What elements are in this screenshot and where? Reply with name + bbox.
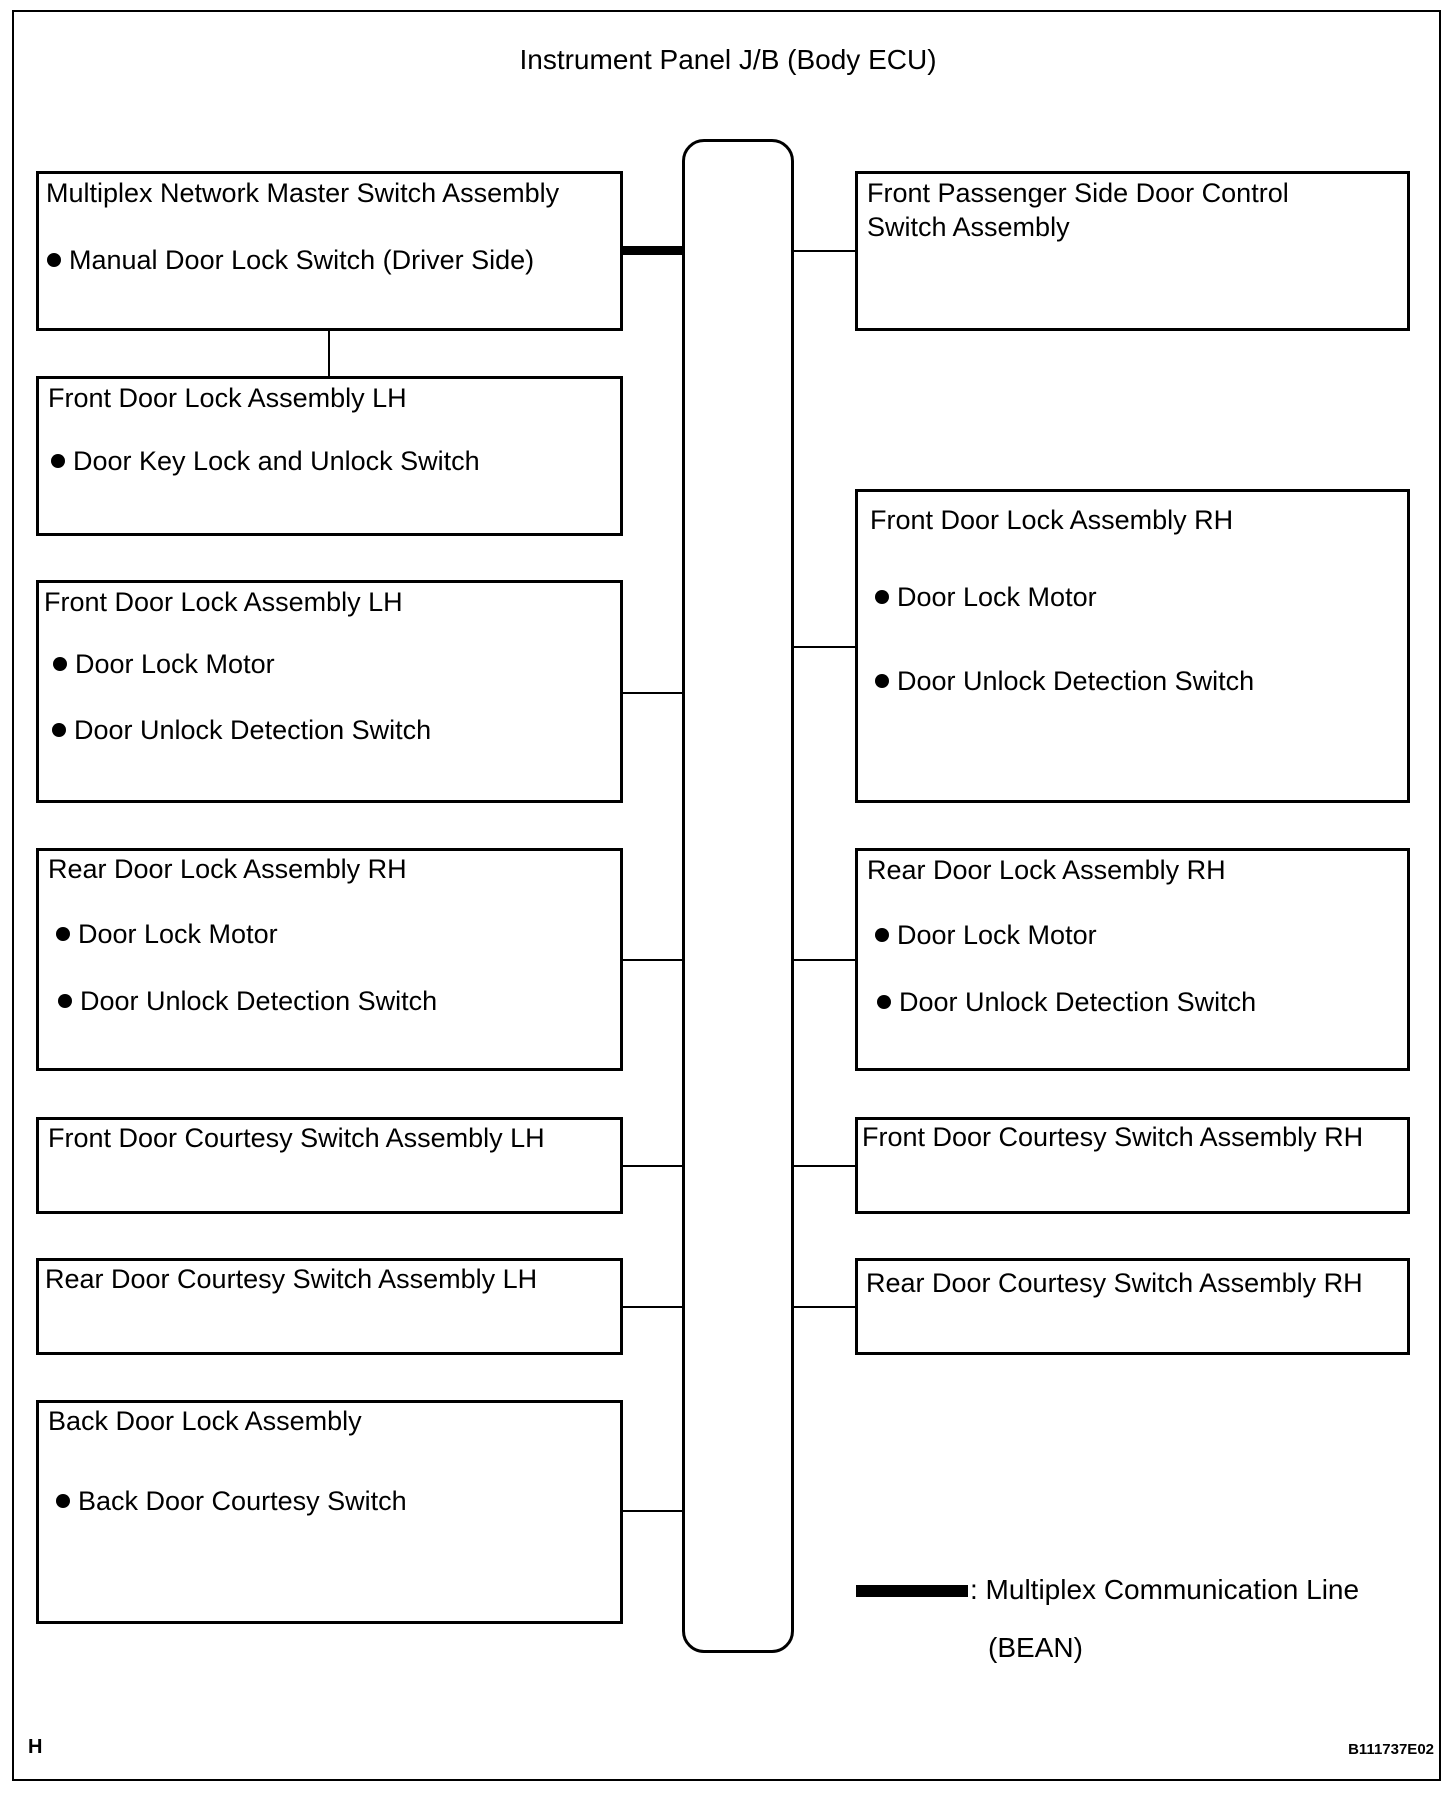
box-title: Front Door Lock Assembly RH <box>870 505 1234 535</box>
box-front-passenger-door-control <box>855 171 1410 331</box>
box-rear-door-courtesy-rh <box>855 1258 1410 1355</box>
box-title: Front Door Lock Assembly LH <box>44 587 403 617</box>
item-label: Door Key Lock and Unlock Switch <box>73 446 480 476</box>
connector-line <box>623 1306 683 1308</box>
box-front-door-lock-rh <box>855 489 1410 803</box>
bullet-icon <box>877 995 891 1009</box>
item-label: Door Lock Motor <box>75 649 275 679</box>
bullet-icon <box>51 454 65 468</box>
connector-line <box>794 959 855 961</box>
box-item <box>58 985 437 1017</box>
box-title: Back Door Lock Assembly <box>48 1406 362 1436</box>
figure-code: B111737E02 <box>1348 1741 1434 1758</box>
box-item <box>51 445 480 477</box>
box-title: Rear Door Lock Assembly RH <box>867 855 1226 885</box>
box-front-door-lock-lh-key <box>36 376 623 536</box>
box-title: Switch Assembly <box>867 212 1070 242</box>
box-item <box>875 665 1254 697</box>
box-front-door-courtesy-lh <box>36 1117 623 1214</box>
bullet-icon <box>56 927 70 941</box>
box-back-door-lock <box>36 1400 623 1624</box>
box-title: Rear Door Lock Assembly RH <box>48 854 407 884</box>
box-item <box>53 648 275 680</box>
connector-line <box>794 1165 855 1167</box>
bullet-icon <box>875 674 889 688</box>
box-front-door-lock-lh-motor <box>36 580 623 803</box>
box-title: Rear Door Courtesy Switch Assembly LH <box>45 1264 538 1294</box>
bullet-icon <box>47 253 61 267</box>
box-item <box>52 714 431 746</box>
item-label: Door Lock Motor <box>78 919 278 949</box>
corner-letter: H <box>28 1736 43 1758</box>
bullet-icon <box>58 994 72 1008</box>
box-rear-door-lock-rh-left <box>36 848 623 1071</box>
item-label: Door Unlock Detection Switch <box>74 715 432 745</box>
connector-line <box>794 646 855 648</box>
box-title: Front Door Courtesy Switch Assembly RH <box>862 1122 1364 1152</box>
box-title: Front Door Lock Assembly LH <box>48 383 407 413</box>
item-label: Door Unlock Detection Switch <box>80 986 438 1016</box>
item-label: Manual Door Lock Switch (Driver Side) <box>69 245 535 275</box>
box-item <box>877 986 1256 1018</box>
legend-label: (BEAN) <box>988 1632 1083 1663</box>
legend-line-sample <box>856 1585 968 1597</box>
diagram-title: Instrument Panel J/B (Body ECU) <box>519 44 937 75</box>
box-multiplex-master-switch <box>36 171 623 331</box>
multiplex-line <box>623 246 683 255</box>
connector-line <box>794 250 855 252</box>
bullet-icon <box>875 590 889 604</box>
box-title: Front Door Courtesy Switch Assembly LH <box>48 1123 545 1153</box>
box-rear-door-lock-rh-right <box>855 848 1410 1071</box>
box-item <box>56 918 278 950</box>
bullet-icon <box>53 657 67 671</box>
bullet-icon <box>875 928 889 942</box>
box-title: Multiplex Network Master Switch Assembly <box>46 178 560 208</box>
body-ecu-bus <box>682 139 794 1653</box>
item-label: Door Unlock Detection Switch <box>899 987 1257 1017</box>
connector-line <box>794 1306 855 1308</box>
legend-label: : Multiplex Communication Line <box>970 1574 1360 1605</box>
box-title: Front Passenger Side Door Control <box>867 178 1289 208</box>
box-title: Rear Door Courtesy Switch Assembly RH <box>866 1268 1363 1298</box>
connector-line <box>328 331 330 376</box>
connector-line <box>623 1165 683 1167</box>
box-rear-door-courtesy-lh <box>36 1258 623 1355</box>
connector-line <box>623 1510 683 1512</box>
connector-line <box>623 692 683 694</box>
box-front-door-courtesy-rh <box>855 1117 1410 1214</box>
item-label: Door Lock Motor <box>897 920 1097 950</box>
item-label: Door Lock Motor <box>897 582 1097 612</box>
box-item <box>875 581 1097 613</box>
item-label: Back Door Courtesy Switch <box>78 1486 407 1516</box>
connector-line <box>623 959 683 961</box>
bullet-icon <box>56 1494 70 1508</box>
box-item <box>56 1485 407 1517</box>
box-item <box>875 919 1097 951</box>
bullet-icon <box>52 723 66 737</box>
box-item <box>47 244 534 276</box>
item-label: Door Unlock Detection Switch <box>897 666 1255 696</box>
